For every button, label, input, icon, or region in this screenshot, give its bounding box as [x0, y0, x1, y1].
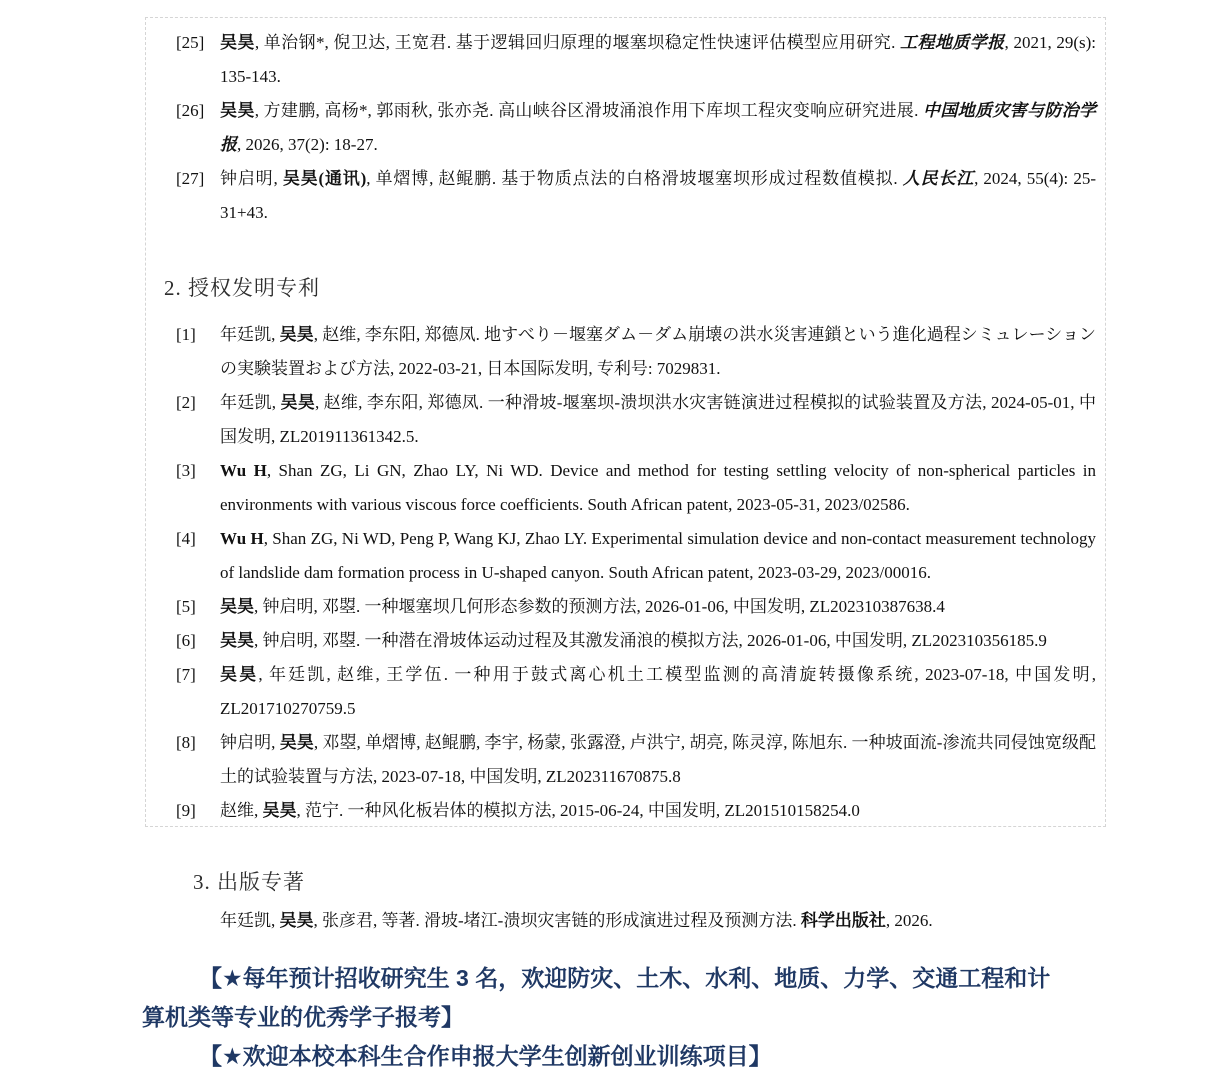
citation-text: , 2026. — [885, 911, 933, 930]
citation-text: , 钟启明, 邓曌. 一种堰塞坝几何形态参数的预测方法, 2026-01-06, 中国发明, ZL202310387638.4 — [254, 597, 945, 616]
citation-text: 年廷凯, — [220, 911, 280, 930]
citation-text: , 张彦君, 等著. 滑坡-堵江-溃坝灾害链的形成演进过程及预测方法. — [313, 911, 801, 930]
citation-highlight: 吴昊 — [220, 597, 254, 616]
item-number: [5] — [176, 597, 196, 616]
item-text — [220, 597, 945, 616]
item-number: [25] — [176, 33, 205, 52]
citation-highlight: 中国地质灾害与防治学报 — [220, 101, 1097, 154]
citation-highlight: 吴昊 — [279, 325, 314, 344]
patent-item — [146, 624, 1105, 658]
item-number: [27] — [176, 169, 205, 188]
monograph-entry — [220, 906, 1106, 936]
citation-highlight: 科学出版社 — [800, 911, 886, 930]
citation-highlight: 吴昊 — [220, 33, 255, 52]
citation-highlight: 吴昊 — [279, 911, 314, 930]
citation-text: 钟启明, — [220, 169, 283, 188]
patent-item — [146, 794, 1105, 827]
patent-item — [146, 386, 1105, 454]
monograph-section-heading: 3. 出版专著 — [193, 870, 305, 894]
announcement — [142, 959, 1090, 1076]
citation-text: 赵维, — [220, 801, 263, 820]
patent-item — [146, 590, 1105, 624]
citation-text: , 2024, 55(4): 25-31+43. — [220, 169, 1097, 222]
citation-highlight: Wu H — [220, 461, 267, 480]
citation-text: , 赵维, 李东阳, 郑德凤. 地すべり－堰塞ダム－ダム崩壊の洪水災害連鎖という進化過程シミュレーションの実験装置および方法, 2022-03-21, 日本国际发明, 专利号: 7029831. — [220, 325, 1097, 378]
citation-highlight: 工程地质学报 — [900, 33, 1005, 52]
citation-highlight: Wu H — [220, 529, 264, 548]
citation-text: , 赵维, 李东阳, 郑德凤. 一种滑坡-堰塞坝-溃坝洪水灾害链演进过程模拟的试验装置及方法, 2024-05-01, 中国发明, ZL201911361342.5. — [220, 393, 1097, 446]
patent-item — [146, 658, 1105, 726]
citation-text: , 单治钢*, 倪卫达, 王宽君. 基于逻辑回归原理的堰塞坝稳定性快速评估模型应用研究. — [254, 33, 901, 52]
item-number: [2] — [176, 393, 196, 412]
journal-paper-item — [146, 162, 1105, 230]
patent-item — [146, 726, 1105, 794]
item-text — [220, 665, 1096, 718]
citation-highlight: 吴昊 — [279, 733, 314, 752]
citation-highlight: 吴昊(通讯) — [282, 169, 367, 188]
announcement-line-1: 【★每年预计招收研究生 3 名，欢迎防灾、土木、水利、地质、力学、交通工程和计 — [199, 965, 1051, 991]
item-number: [6] — [176, 631, 196, 650]
item-number: [26] — [176, 101, 205, 120]
item-number: [3] — [176, 461, 196, 480]
item-text — [220, 169, 1096, 222]
citation-highlight: 人民长江 — [902, 169, 975, 188]
citation-text: , 2026, 37(2): 18-27. — [237, 135, 378, 154]
citation-highlight: 吴昊 — [220, 101, 255, 120]
announcement-line-2: 算机类等专业的优秀学子报考】 — [142, 1004, 464, 1030]
citation-text: , 钟启明, 邓曌. 一种潜在滑坡体运动过程及其激发涌浪的模拟方法, 2026-01-06, 中国发明, ZL202310356185.9 — [254, 631, 1047, 650]
patent-item — [146, 522, 1105, 590]
citation-text: , 年廷凯, 赵维, 王学伍. 一种用于鼓式离心机土工模型监测的高清旋转摄像系统, 2023-07-18, 中国发明, ZL201710270759.5 — [220, 665, 1096, 718]
item-text — [220, 461, 1096, 514]
citation-text: , 范宁. 一种风化板岩体的模拟方法, 2015-06-24, 中国发明, ZL201510158254.0 — [296, 801, 860, 820]
item-text — [220, 801, 860, 820]
citation-text: , 单熠博, 赵鲲鹏. 基于物质点法的白格滑坡堰塞坝形成过程数值模拟. — [366, 169, 903, 188]
journal-paper-item — [146, 94, 1105, 162]
patent-item — [146, 454, 1105, 522]
item-text — [220, 325, 1096, 378]
citation-text: , 方建鹏, 高杨*, 郭雨秋, 张亦尧. 高山峡谷区滑坡涌浪作用下库坝工程灾变响应研究进展. — [254, 101, 923, 120]
patent-item — [146, 318, 1105, 386]
item-text — [220, 393, 1096, 446]
journal-paper-list — [146, 26, 1105, 230]
citation-text: , Shan ZG, Li GN, Zhao LY, Ni WD. Device and method for testing settling velocity of non-spherical particles in environments with various viscous force coefficients. South African patent, 2023-05-31, 2023/02586. — [220, 461, 1096, 514]
citation-highlight: 吴昊 — [220, 631, 254, 650]
item-number: [7] — [176, 665, 196, 684]
citation-text: , 2021, 29(s): 135-143. — [220, 33, 1097, 86]
item-text — [220, 631, 1047, 650]
citation-text: 钟启明, — [220, 733, 280, 752]
item-text — [220, 33, 1096, 86]
citation-highlight: 吴昊 — [220, 665, 259, 684]
item-number: [4] — [176, 529, 196, 548]
item-text — [220, 529, 1096, 582]
citation-text: 年廷凯, — [220, 325, 280, 344]
citation-text: , 邓曌, 单熠博, 赵鲲鹏, 李宇, 杨蒙, 张露澄, 卢洪宁, 胡亮, 陈灵淳, 陈旭东. 一种坡面流-渗流共同侵蚀宽级配土的试验装置与方法, 2023-07-18, 中国发明, ZL202311670875.8 — [220, 733, 1096, 786]
item-number: [1] — [176, 325, 196, 344]
patent-list — [146, 318, 1105, 827]
item-number: [9] — [176, 801, 196, 820]
item-text — [220, 733, 1096, 786]
journal-paper-item — [146, 26, 1105, 94]
citation-highlight: 吴昊 — [262, 801, 297, 820]
citation-text: 年廷凯, — [220, 393, 281, 412]
publications-textbox — [145, 17, 1106, 827]
citation-highlight: 吴昊 — [280, 393, 315, 412]
item-text — [220, 101, 1096, 154]
item-number: [8] — [176, 733, 196, 752]
announcement-line-3: 【★欢迎本校本科生合作申报大学生创新创业训练项目】 — [199, 1043, 772, 1069]
citation-text: , Shan ZG, Ni WD, Peng P, Wang KJ, Zhao LY. Experimental simulation device and non-contact measurement technology of landslide dam formation process in U-shaped canyon. South African patent, 2023-03-29, 2023/00016. — [220, 529, 1096, 582]
patents-section-heading: 2. 授权发明专利 — [164, 276, 320, 300]
